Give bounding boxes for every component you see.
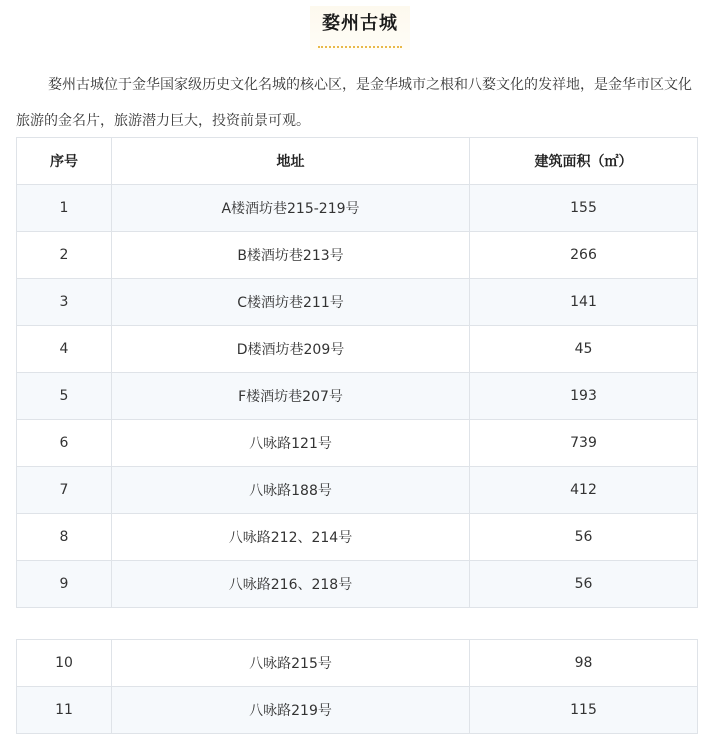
table-row <box>17 185 698 232</box>
table-row <box>17 420 698 467</box>
cell-address: 八咏路188号 <box>112 467 470 514</box>
cell-no: 4 <box>17 326 112 373</box>
property-table <box>16 137 698 608</box>
cell-address: 八咏路121号 <box>112 420 470 467</box>
table-row <box>17 373 698 420</box>
cell-no: 1 <box>17 185 112 232</box>
cell-area: 412 <box>470 467 698 514</box>
cell-no: 8 <box>17 514 112 561</box>
intro-paragraph: 婺州古城位于金华国家级历史文化名城的核心区，是金华城市之根和八婺文化的发祥地，是金华市区文化旅游的金名片，旅游潜力巨大，投资前景可观。 <box>16 77 692 129</box>
cell-no: 6 <box>17 420 112 467</box>
table-header-row <box>17 138 698 185</box>
cell-no: 3 <box>17 279 112 326</box>
table-row <box>17 279 698 326</box>
cell-area: 45 <box>470 326 698 373</box>
cell-area: 739 <box>470 420 698 467</box>
cell-area: 115 <box>470 687 698 734</box>
cell-area: 141 <box>470 279 698 326</box>
cell-address: C楼酒坊巷211号 <box>112 279 470 326</box>
property-table-continued <box>16 639 698 734</box>
cell-address: F楼酒坊巷207号 <box>112 373 470 420</box>
cell-area: 56 <box>470 561 698 608</box>
cell-area: 56 <box>470 514 698 561</box>
cell-address: 八咏路219号 <box>112 687 470 734</box>
cell-address: A楼酒坊巷215-219号 <box>112 185 470 232</box>
header-address: 地址 <box>112 138 470 185</box>
cell-no: 10 <box>17 640 112 687</box>
cell-address: 八咏路212、214号 <box>112 514 470 561</box>
cell-area: 266 <box>470 232 698 279</box>
header-area: 建筑面积（㎡） <box>470 138 698 185</box>
cell-no: 9 <box>17 561 112 608</box>
cell-area: 155 <box>470 185 698 232</box>
cell-no: 11 <box>17 687 112 734</box>
cell-address: B楼酒坊巷213号 <box>112 232 470 279</box>
table-row <box>17 561 698 608</box>
cell-address: 八咏路215号 <box>112 640 470 687</box>
cell-address: 八咏路216、218号 <box>112 561 470 608</box>
page-title: 婺州古城 <box>322 13 398 34</box>
cell-address: D楼酒坊巷209号 <box>112 326 470 373</box>
table-row <box>17 514 698 561</box>
table-row <box>17 467 698 514</box>
table-row <box>17 232 698 279</box>
cell-no: 5 <box>17 373 112 420</box>
header-no: 序号 <box>17 138 112 185</box>
title-area <box>0 6 720 50</box>
title-box <box>310 6 410 50</box>
cell-area: 193 <box>470 373 698 420</box>
cell-no: 2 <box>17 232 112 279</box>
cell-area: 98 <box>470 640 698 687</box>
title-dotted-underline <box>318 46 402 48</box>
cell-no: 7 <box>17 467 112 514</box>
table-row <box>17 326 698 373</box>
table-row <box>17 640 698 687</box>
table-row <box>17 687 698 734</box>
